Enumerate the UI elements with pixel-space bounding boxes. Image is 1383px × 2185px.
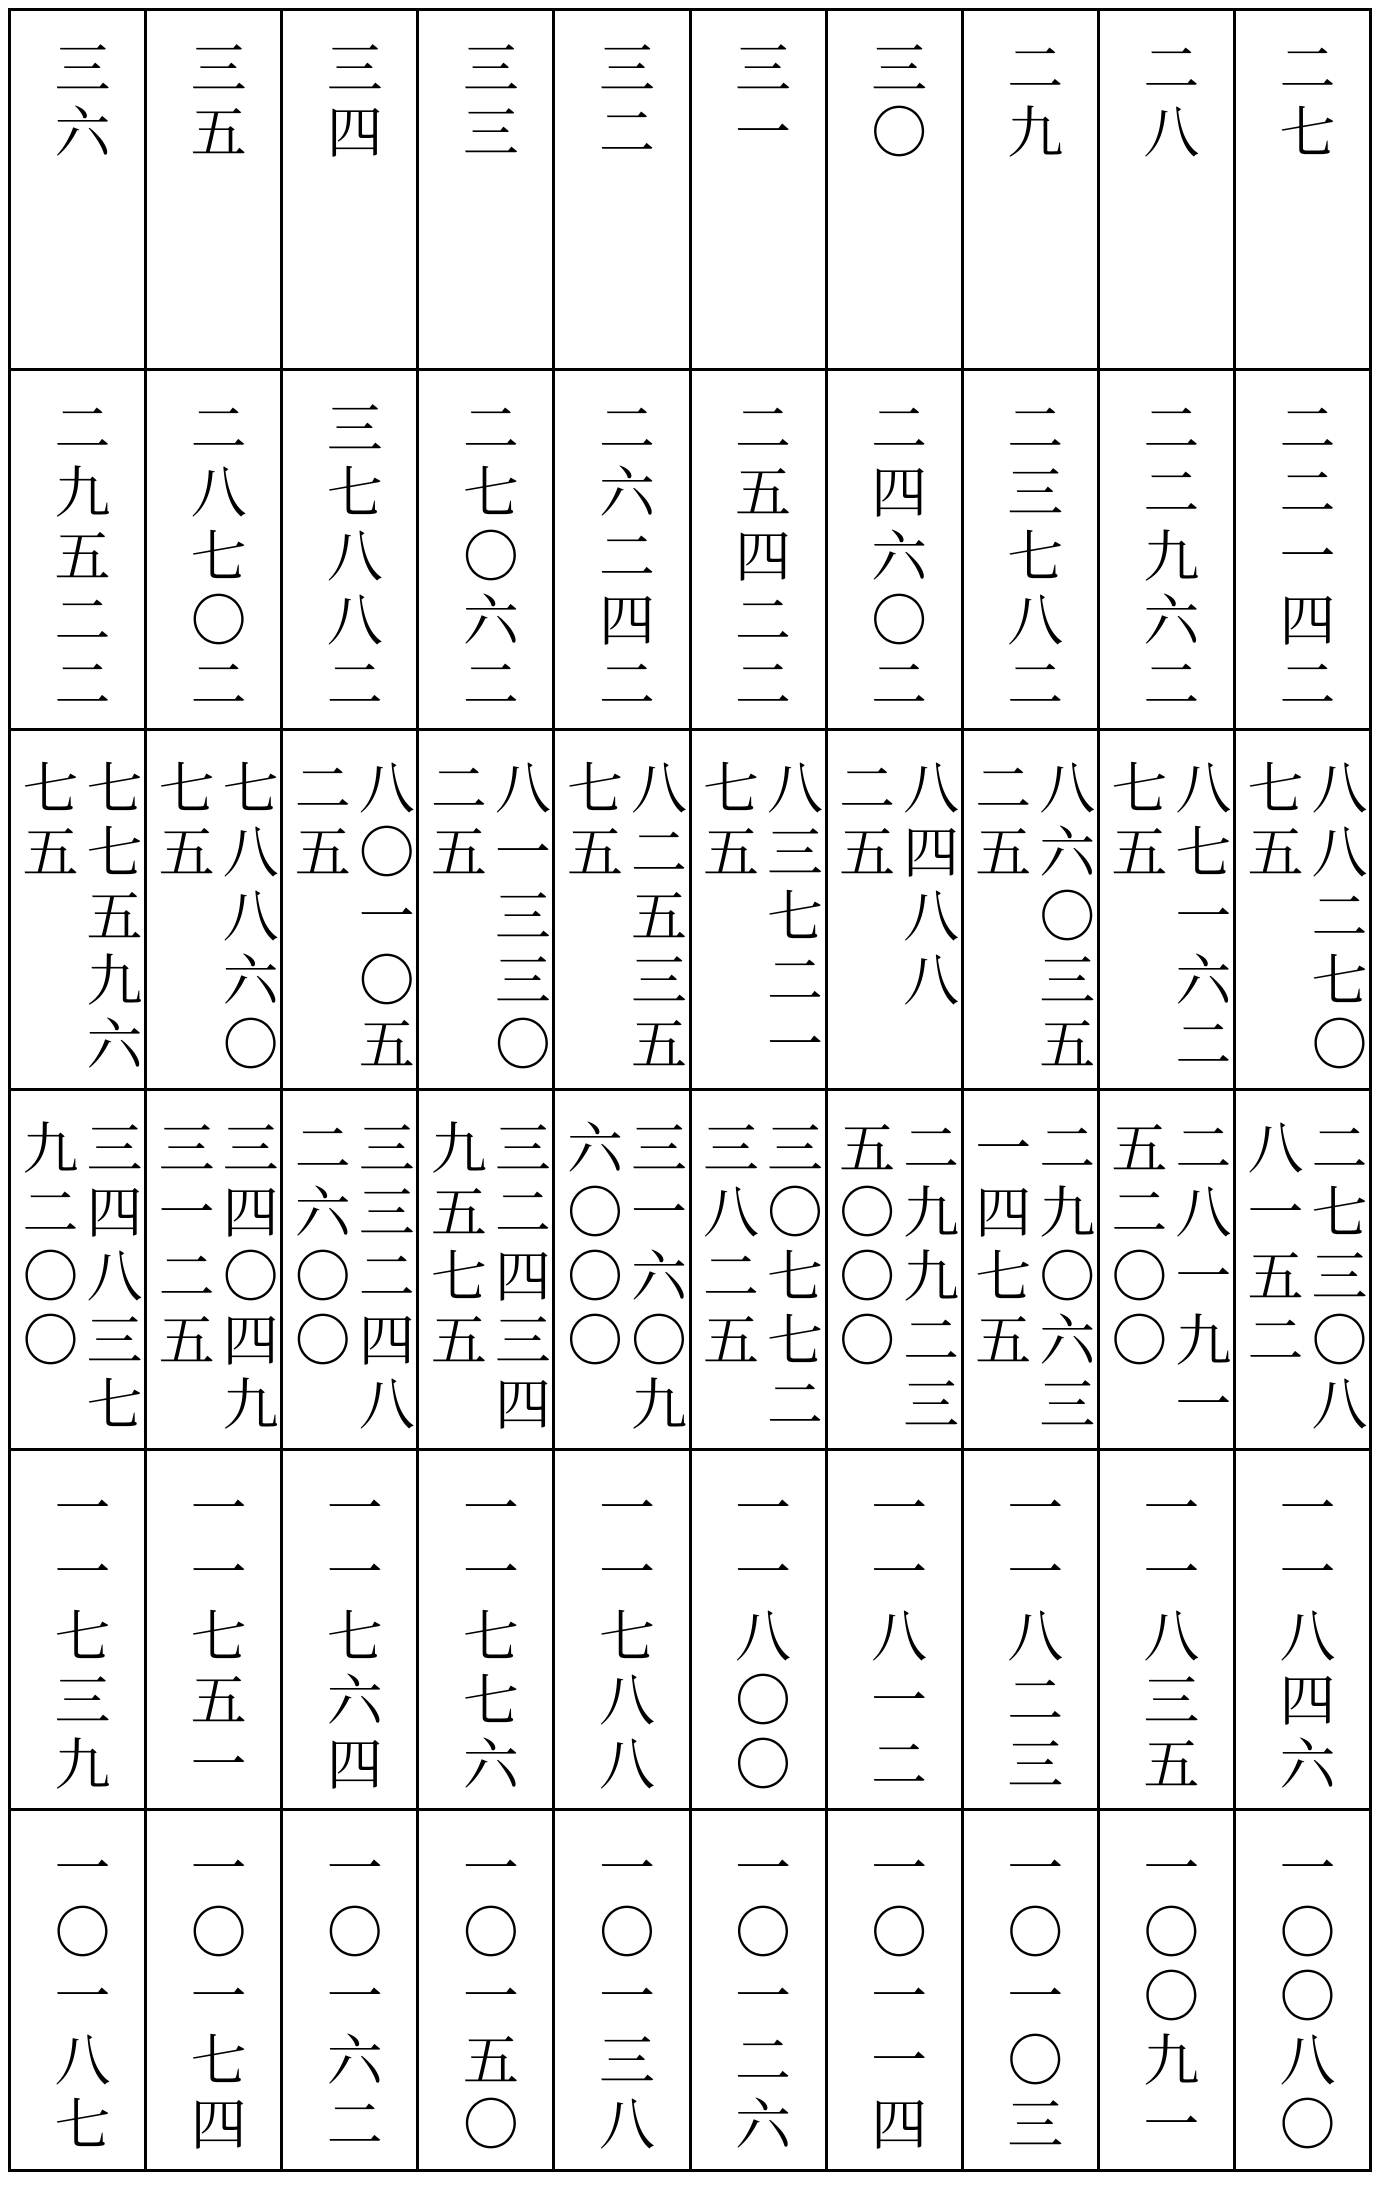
table-cell-r5-c1	[1236, 1451, 1372, 1811]
table-cell-r4-c7	[419, 1091, 555, 1451]
cell-text: 一〇一三八	[589, 1839, 655, 2159]
cell-text: 一一七三九	[45, 1479, 111, 1799]
cell-text: 一一八二三	[998, 1479, 1064, 1799]
table-cell-r3-c6	[555, 731, 691, 1091]
cell-text: 三二四三四	[485, 1119, 551, 1439]
table-cell-r3-c9	[147, 731, 283, 1091]
cell-text: 一一八一二	[862, 1479, 928, 1799]
cell-text: 五〇〇〇	[830, 1119, 896, 1375]
cell-text: 三三	[453, 39, 519, 167]
table-cell-r6-c2	[1100, 1811, 1236, 2172]
cell-text: 一一八〇〇	[726, 1479, 792, 1799]
table-cell-r2-c8	[283, 371, 419, 731]
numeral-table	[8, 8, 1372, 2172]
cell-text: 二七〇六二	[453, 399, 519, 719]
cell-text: 一一八三五	[1134, 1479, 1200, 1799]
table-cell-r1-c1	[1236, 11, 1372, 371]
cell-text: 一四七五	[966, 1119, 1032, 1375]
cell-text: 五二〇〇	[1102, 1119, 1168, 1375]
cell-text: 一一七七六	[453, 1479, 519, 1799]
cell-text: 二五四二二	[726, 399, 792, 719]
cell-text: 二二九六二	[1134, 399, 1200, 719]
cell-text: 一〇一五〇	[453, 1839, 519, 2159]
table-cell-r1-c9	[147, 11, 283, 371]
cell-text: 八八二七〇	[1302, 759, 1368, 1079]
cell-text: 八七一六二	[1166, 759, 1232, 1079]
cell-text: 二六〇〇	[285, 1119, 351, 1375]
table-cell-r4-c5	[692, 1091, 828, 1451]
cell-text: 八六〇三五	[1030, 759, 1096, 1079]
cell-text: 八一五二	[1238, 1119, 1304, 1375]
table-cell-r5-c2	[1100, 1451, 1236, 1811]
cell-text: 七七五九六	[77, 759, 143, 1079]
table-cell-r5-c6	[555, 1451, 691, 1811]
cell-text: 一〇〇八〇	[1270, 1839, 1336, 2159]
cell-text: 一〇一二六	[726, 1839, 792, 2159]
cell-text: 二八七〇二	[181, 399, 247, 719]
cell-text: 三五	[181, 39, 247, 167]
cell-text: 八一三三〇	[485, 759, 551, 1079]
cell-text: 一〇一一四	[862, 1839, 928, 2159]
table-cell-r4-c6	[555, 1091, 691, 1451]
table-cell-r5-c3	[964, 1451, 1100, 1811]
cell-text: 二九五二二	[45, 399, 111, 719]
cell-text: 一〇一八七	[45, 1839, 111, 2159]
cell-text: 七五	[1238, 759, 1304, 887]
cell-text: 二六二四二	[589, 399, 655, 719]
cell-text: 三四〇四九	[213, 1119, 279, 1439]
cell-text: 七五	[1102, 759, 1168, 887]
cell-text: 二七三〇八	[1302, 1119, 1368, 1439]
cell-text: 二三七八二	[998, 399, 1064, 719]
table-cell-r6-c3	[964, 1811, 1100, 2172]
table-cell-r6-c10	[11, 1811, 147, 2172]
table-cell-r6-c5	[692, 1811, 828, 2172]
table-cell-r3-c1	[1236, 731, 1372, 1091]
cell-text: 八〇一〇五	[349, 759, 415, 1079]
cell-text: 一一七五一	[181, 1479, 247, 1799]
cell-text: 二七	[1270, 39, 1336, 167]
cell-text: 三四八三七	[77, 1119, 143, 1439]
cell-text: 一一七六四	[317, 1479, 383, 1799]
cell-text: 二九九二三	[894, 1119, 960, 1439]
table-cell-r5-c9	[147, 1451, 283, 1811]
table-cell-r4-c10	[11, 1091, 147, 1451]
cell-text: 七五	[694, 759, 760, 887]
cell-text: 三三二四八	[349, 1119, 415, 1439]
table-cell-r1-c2	[1100, 11, 1236, 371]
cell-text: 三一六〇九	[621, 1119, 687, 1439]
table-cell-r5-c8	[283, 1451, 419, 1811]
cell-text: 三〇	[862, 39, 928, 167]
table-cell-r1-c6	[555, 11, 691, 371]
table-cell-r1-c4	[828, 11, 964, 371]
cell-text: 八二五三五	[621, 759, 687, 1079]
table-cell-r6-c1	[1236, 1811, 1372, 2172]
table-cell-r1-c10	[11, 11, 147, 371]
cell-text: 二二一四二	[1270, 399, 1336, 719]
cell-text: 八三七二一	[758, 759, 824, 1079]
table-cell-r5-c7	[419, 1451, 555, 1811]
table-cell-r3-c5	[692, 731, 828, 1091]
table-cell-r4-c4	[828, 1091, 964, 1451]
cell-text: 二四六〇二	[862, 399, 928, 719]
table-cell-r4-c9	[147, 1091, 283, 1451]
table-cell-r3-c7	[419, 731, 555, 1091]
table-cell-r3-c4	[828, 731, 964, 1091]
cell-text: 二五	[830, 759, 896, 887]
cell-text: 二五	[421, 759, 487, 887]
cell-text: 九五七五	[421, 1119, 487, 1375]
table-cell-r2-c4	[828, 371, 964, 731]
cell-text: 二八一九一	[1166, 1119, 1232, 1439]
cell-text: 三八二五	[694, 1119, 760, 1375]
table-cell-r2-c7	[419, 371, 555, 731]
cell-text: 三六	[45, 39, 111, 167]
table-cell-r5-c10	[11, 1451, 147, 1811]
table-cell-r3-c8	[283, 731, 419, 1091]
table-cell-r6-c7	[419, 1811, 555, 2172]
cell-text: 三一	[726, 39, 792, 167]
cell-text: 七五	[149, 759, 215, 887]
table-cell-r5-c5	[692, 1451, 828, 1811]
cell-text: 七五	[13, 759, 79, 887]
cell-text: 二九	[998, 39, 1064, 167]
cell-text: 八四八八	[894, 759, 960, 1015]
table-cell-r3-c10	[11, 731, 147, 1091]
table-cell-r1-c8	[283, 11, 419, 371]
cell-text: 一〇一七四	[181, 1839, 247, 2159]
cell-text: 七八八六〇	[213, 759, 279, 1079]
cell-text: 六〇〇〇	[557, 1119, 623, 1375]
cell-text: 三七八八二	[317, 399, 383, 719]
cell-text: 二五	[285, 759, 351, 887]
table-cell-r2-c1	[1236, 371, 1372, 731]
table-cell-r4-c2	[1100, 1091, 1236, 1451]
table-cell-r1-c3	[964, 11, 1100, 371]
table-cell-r2-c9	[147, 371, 283, 731]
cell-text: 一〇一〇三	[998, 1839, 1064, 2159]
cell-text: 一〇一六二	[317, 1839, 383, 2159]
cell-text: 二九〇六三	[1030, 1119, 1096, 1439]
cell-text: 三〇七七二	[758, 1119, 824, 1439]
table-cell-r5-c4	[828, 1451, 964, 1811]
table-cell-r3-c2	[1100, 731, 1236, 1091]
table-cell-r2-c3	[964, 371, 1100, 731]
table-cell-r2-c10	[11, 371, 147, 731]
table-cell-r4-c3	[964, 1091, 1100, 1451]
table-cell-r2-c5	[692, 371, 828, 731]
cell-text: 三四	[317, 39, 383, 167]
cell-text: 七五	[557, 759, 623, 887]
cell-text: 九二〇〇	[13, 1119, 79, 1375]
cell-text: 二八	[1134, 39, 1200, 167]
table-cell-r2-c6	[555, 371, 691, 731]
cell-text: 一〇〇九一	[1134, 1839, 1200, 2159]
table-cell-r1-c7	[419, 11, 555, 371]
table-cell-r6-c4	[828, 1811, 964, 2172]
cell-text: 三一二五	[149, 1119, 215, 1375]
table-cell-r1-c5	[692, 11, 828, 371]
cell-text: 一一七八八	[589, 1479, 655, 1799]
table-cell-r2-c2	[1100, 371, 1236, 731]
table-cell-r6-c6	[555, 1811, 691, 2172]
table-cell-r4-c1	[1236, 1091, 1372, 1451]
cell-text: 一一八四六	[1270, 1479, 1336, 1799]
table-cell-r4-c8	[283, 1091, 419, 1451]
table-cell-r6-c9	[147, 1811, 283, 2172]
cell-text: 三二	[589, 39, 655, 167]
cell-text: 二五	[966, 759, 1032, 887]
table-cell-r3-c3	[964, 731, 1100, 1091]
table-cell-r6-c8	[283, 1811, 419, 2172]
